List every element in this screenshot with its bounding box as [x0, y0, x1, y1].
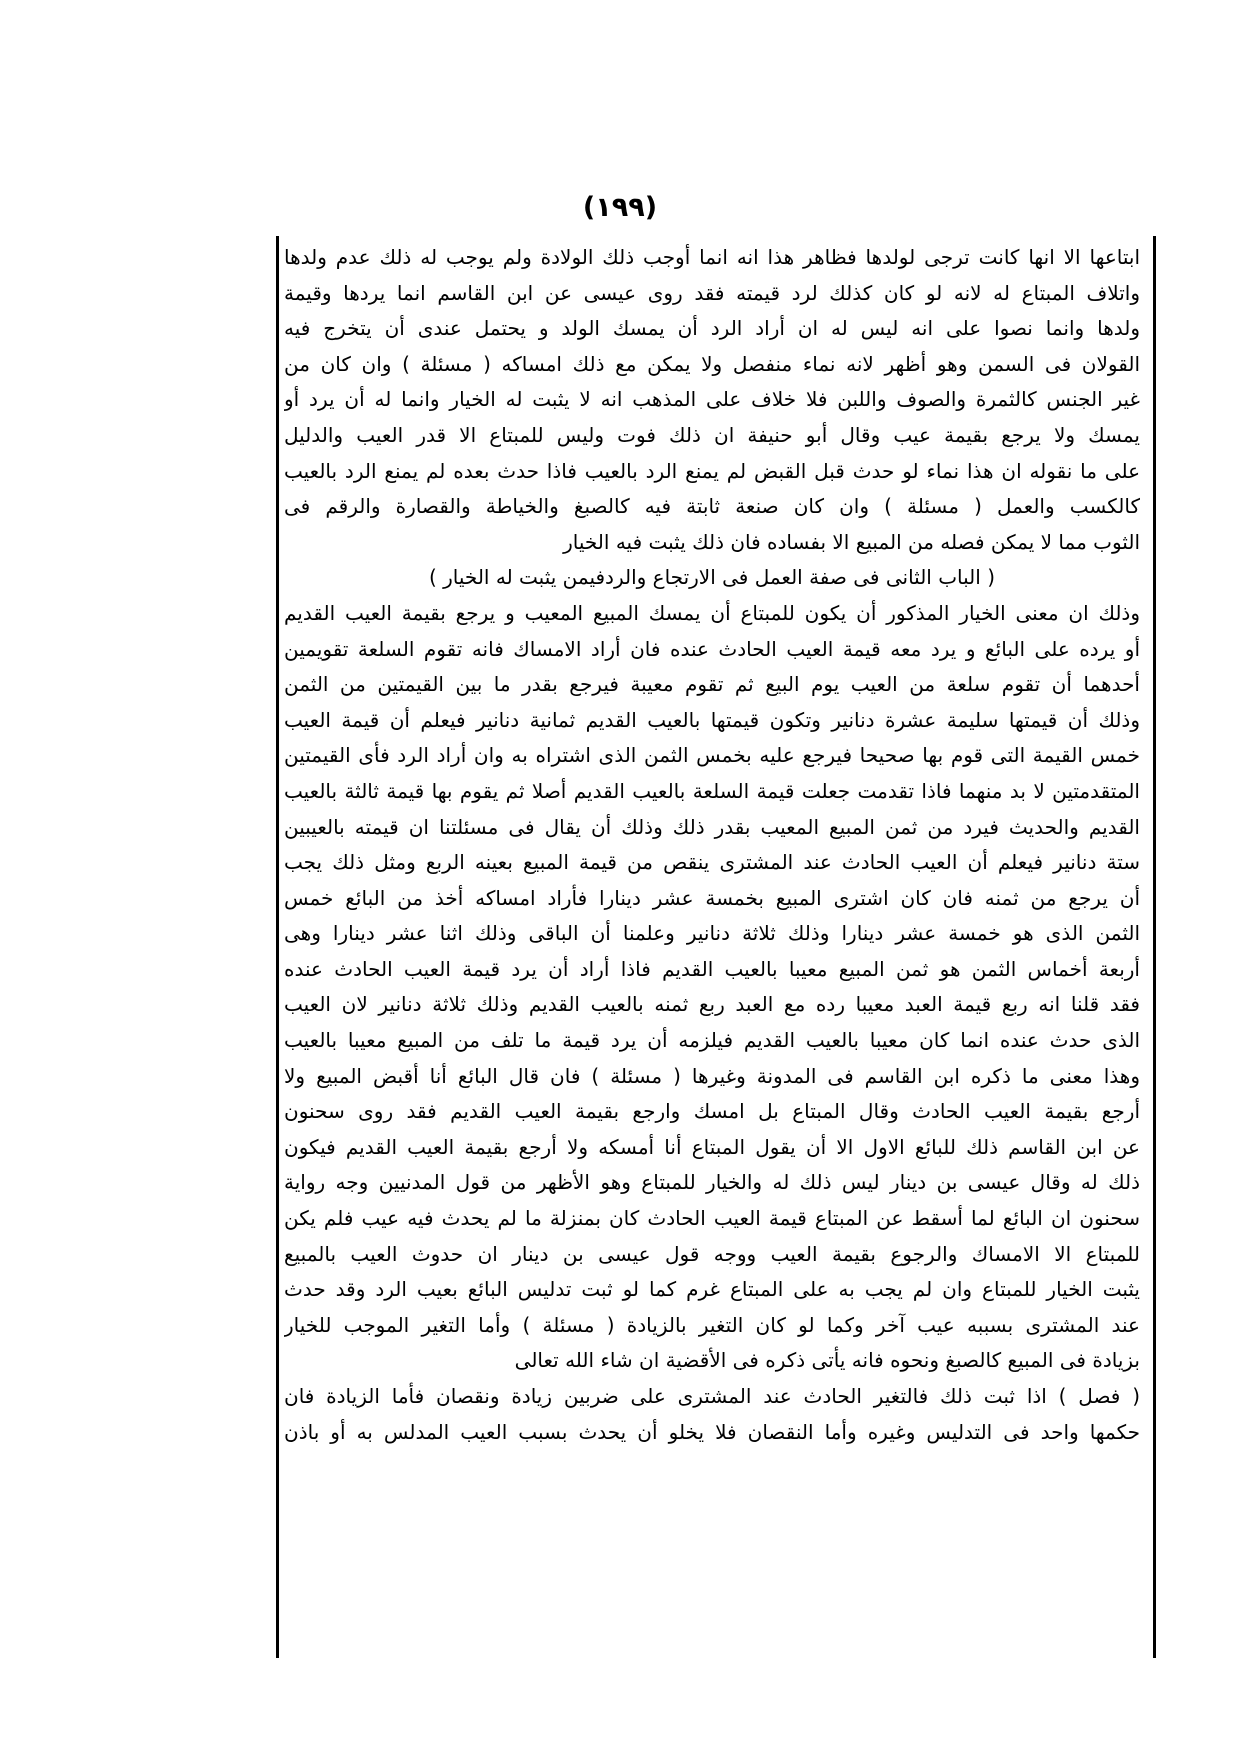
text-line: عند المشترى بسببه عيب آخر وكما لو كان التغير بالزيادة ( مسئلة ) وأما التغير الموجب للخيار — [284, 1312, 1140, 1337]
page-number: (١٩٩) — [582, 192, 658, 223]
text-line: بزيادة فى المبيع كالصبغ ونحوه فانه يأتى ذكره فى الأقضية ان شاء الله تعالى — [514, 1348, 1140, 1373]
text-line: سحنون ان البائع لما أسقط عن المبتاع قيمة العيب الحادث كان بمنزلة ما لم يحدث فيه عيب فلم يكن — [284, 1206, 1140, 1231]
text-line: أو يرده على البائع و يرد معه قيمة العيب الحادث عنده فان أراد الامساك فانه تقوم السلعة تقويمين — [284, 636, 1140, 661]
text-line: وذلك ان معنى الخيار المذكور أن يكون للمبتاع أن يمسك المبيع المعيب و يرجع بقيمة العيب القديم — [284, 600, 1140, 625]
text-line: أن يرجع من ثمنه فان كان اشترى المبيع بخمسة عشر دينارا فأراد امساكه أخذ من البائع خمس — [284, 885, 1140, 910]
text-line: الذى حدث عنده انما كان معيبا بالعيب القديم فيلزمه أن يرد قيمة ما تلف من المبيع معيبا بالعيب — [284, 1028, 1140, 1053]
text-line: ( فصل ) اذا ثبت ذلك فالتغير الحادث عند المشترى على ضربين زيادة ونقصان فأما الزيادة فان — [284, 1384, 1140, 1408]
text-line: ابتاعها الا انها كانت ترجى لولدها فظاهر هذا انه انما أوجب ذلك الولادة ولم يوجب له ذلك عدم ولدها — [284, 245, 1140, 269]
text-line: واتلاف المبتاع له لانه لو كان كذلك لرد قيمته فقد روى عيسى عن ابن القاسم انما يردها وقيمة — [284, 280, 1140, 305]
text-line: أحدهما أن تقوم سلعة من العيب يوم البيع ثم تقوم معيبة فيرجع بقدر ما بين القيمتين من الثمن — [284, 672, 1140, 697]
text-line: وذلك أن قيمتها سليمة عشرة دنانير وتكون قيمتها بالعيب القديم ثمانية دنانير فيعلم أن قيمة العيب — [284, 707, 1140, 732]
text-line: كالكسب والعمل ( مسئلة ) وان كان صنعة ثابتة فيه كالصبغ والخياطة والقصارة والرقم فى — [284, 494, 1140, 519]
text-line: عن ابن القاسم ذلك للبائع الاول الا أن يقول المبتاع أنا أمسكه ولا أرجع بقيمة العيب القديم فيكون — [284, 1134, 1140, 1159]
text-line: الثمن الذى هو خمسة عشر دينارا وذلك ثلاثة دنانير وعلمنا أن الباقى وذلك اثنا عشر دينارا وهى — [284, 921, 1140, 946]
text-line: القولان فى السمن وهو أظهر لانه نماء منفصل ولا يمكن مع ذلك امساكه ( مسئلة ) وان كان من — [284, 351, 1140, 376]
text-line: غير الجنس كالثمرة والصوف واللبن فلا خلاف على المذهب انه لا يثبت له الخيار وانما له أن يرد أو — [284, 387, 1140, 412]
text-line: الثوب مما لا يمكن فصله من المبيع الا بفساده فان ذلك يثبت فيه الخيار — [563, 529, 1140, 554]
text-line: يثبت الخيار للمبتاع وان لم يجب به على المبتاع غرم كما لو ثبت تدليس البائع بعيب الرد وقد حدث — [284, 1277, 1140, 1302]
text-line: ولدها وانما نصوا على انه ليس له ان أراد الرد أن يمسك الولد و يحتمل عندى أن يتخرج فيه — [284, 316, 1140, 341]
page-text — [284, 240, 1140, 1450]
text-line: يمسك ولا يرجع بقيمة عيب وقال أبو حنيفة ان ذلك فوت وليس للمبتاع الا قدر العيب والدليل — [284, 422, 1140, 447]
text-line: حكمها واحد فى التدليس وغيره وأما النقصان فلا يخلو أن يحدث بسبب العيب المدلس به أو باذن — [284, 1419, 1140, 1444]
section-heading: ( الباب الثانى فى صفة العمل فى الارتجاع والردفيمن يثبت له الخيار ) — [428, 565, 995, 590]
text-line: للمبتاع الا الامساك والرجوع بقيمة العيب ووجه قول عيسى بن دينار ان حدوث العيب بالمبيع — [284, 1241, 1140, 1266]
text-line: ذلك له وقال عيسى بن دينار ليس ذلك له والخيار للمبتاع وهو الأظهر من قول المدنيين وجه رواية — [284, 1170, 1140, 1195]
text-line: القديم والحديث فيرد من ثمن المبيع المعيب بقدر ذلك وذلك أن يقال فى مسئلتنا ان قيمته بالعيبين — [284, 814, 1140, 839]
text-line: خمس القيمة التى قوم بها صحيحا فيرجع عليه بخمس الثمن الذى اشتراه به وان أراد الرد فأى القيمتين — [284, 743, 1140, 768]
text-line: وهذا معنى ما ذكره ابن القاسم فى المدونة وغيرها ( مسئلة ) فان قال البائع أنا أقبض المبيع ولا — [284, 1063, 1140, 1088]
text-line: أرجع بقيمة العيب الحادث وقال المبتاع بل امسك وارجع بقيمة العيب القديم فقد روى سحنون — [284, 1099, 1140, 1124]
text-line: فقد قلنا انه ربع قيمة العبد معيبا رده مع العبد ربع ثمنه بالعيب القديم وذلك ثلاثة دنانير لان العيب — [284, 992, 1140, 1017]
text-line: أربعة أخماس الثمن هو ثمن المبيع معيبا بالعيب القديم فاذا أراد أن يرد قيمة العيب الحادث عنده — [284, 956, 1140, 981]
text-line: المتقدمتين لا بد منهما فاذا تقدمت جعلت قيمة السلعة بالعيب القديم أصلا ثم يقوم بها قيمة ثالثة بالعيب — [284, 778, 1140, 803]
text-line: ستة دنانير فيعلم أن العيب الحادث عند المشترى ينقص من قيمة المبيع بعينه الربع ومثل ذلك يجب — [284, 850, 1140, 875]
text-line: على ما نقوله ان هذا نماء لو حدث قبل القبض لم يمنع الرد بالعيب فاذا حدث بعده لم يمنع الرد بالعيب — [284, 458, 1140, 483]
